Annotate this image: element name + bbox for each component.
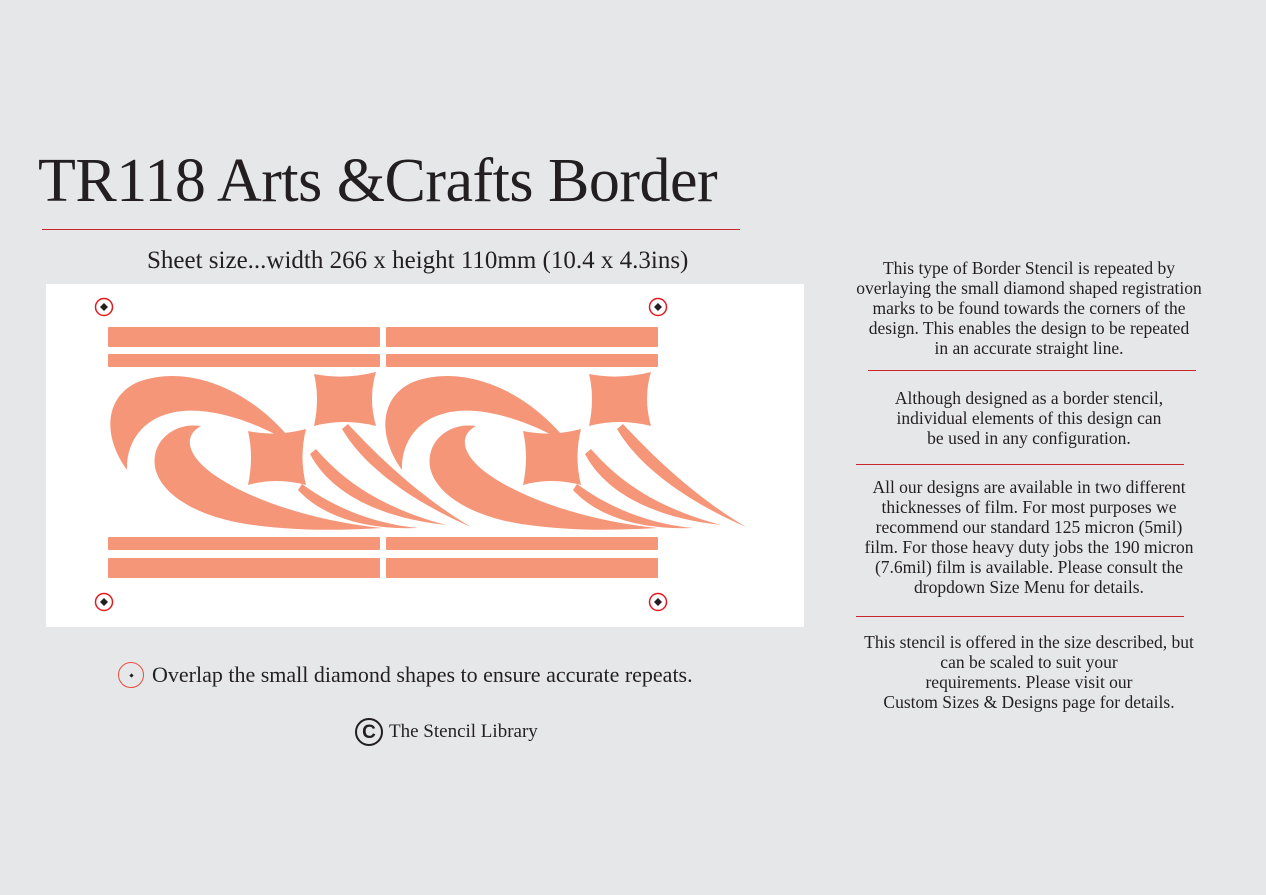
- sheet-size-text: Sheet size...width 266 x height 110mm (10.4 x 4.3ins): [147, 247, 689, 274]
- info-paragraph-repeat: This type of Border Stencil is repeated by overlaying the small diamond shaped registration marks to be found towards the corners of the design. This enables the design to be repeated in an accurate straight line.: [856, 258, 1202, 358]
- info-divider: [856, 464, 1184, 465]
- info-paragraph-film: All our designs are available in two different thicknesses of film. For most purposes we recommend our standard 125 micron (5mil) film. For those heavy duty jobs the 190 micron (7.6mil) film is available. Please consult the dropdown Size Menu for details.: [864, 477, 1194, 597]
- stencil-design-image: [46, 284, 804, 627]
- info-divider: [856, 616, 1184, 617]
- copyright-icon: C: [355, 718, 383, 746]
- overlap-note: [118, 662, 693, 688]
- copyright-notice: [355, 718, 538, 746]
- registration-mark-icon: [118, 662, 144, 688]
- overlap-note-text: Overlap the small diamond shapes to ensure accurate repeats.: [152, 662, 693, 687]
- page-title: TR118 Arts &Crafts Border: [38, 147, 718, 215]
- copyright-text: The Stencil Library: [389, 721, 538, 742]
- title-underline: [42, 229, 740, 230]
- border-band-bottom: [108, 537, 658, 578]
- info-paragraph-scaling: This stencil is offered in the size described, but can be scaled to suit your requirements. Please visit our Custom Sizes & Designs page for details.: [864, 632, 1194, 712]
- info-paragraph-configuration: Although designed as a border stencil, individual elements of this design can be used in any configuration.: [894, 388, 1164, 448]
- border-band-top: [108, 327, 658, 367]
- info-divider: [868, 370, 1196, 371]
